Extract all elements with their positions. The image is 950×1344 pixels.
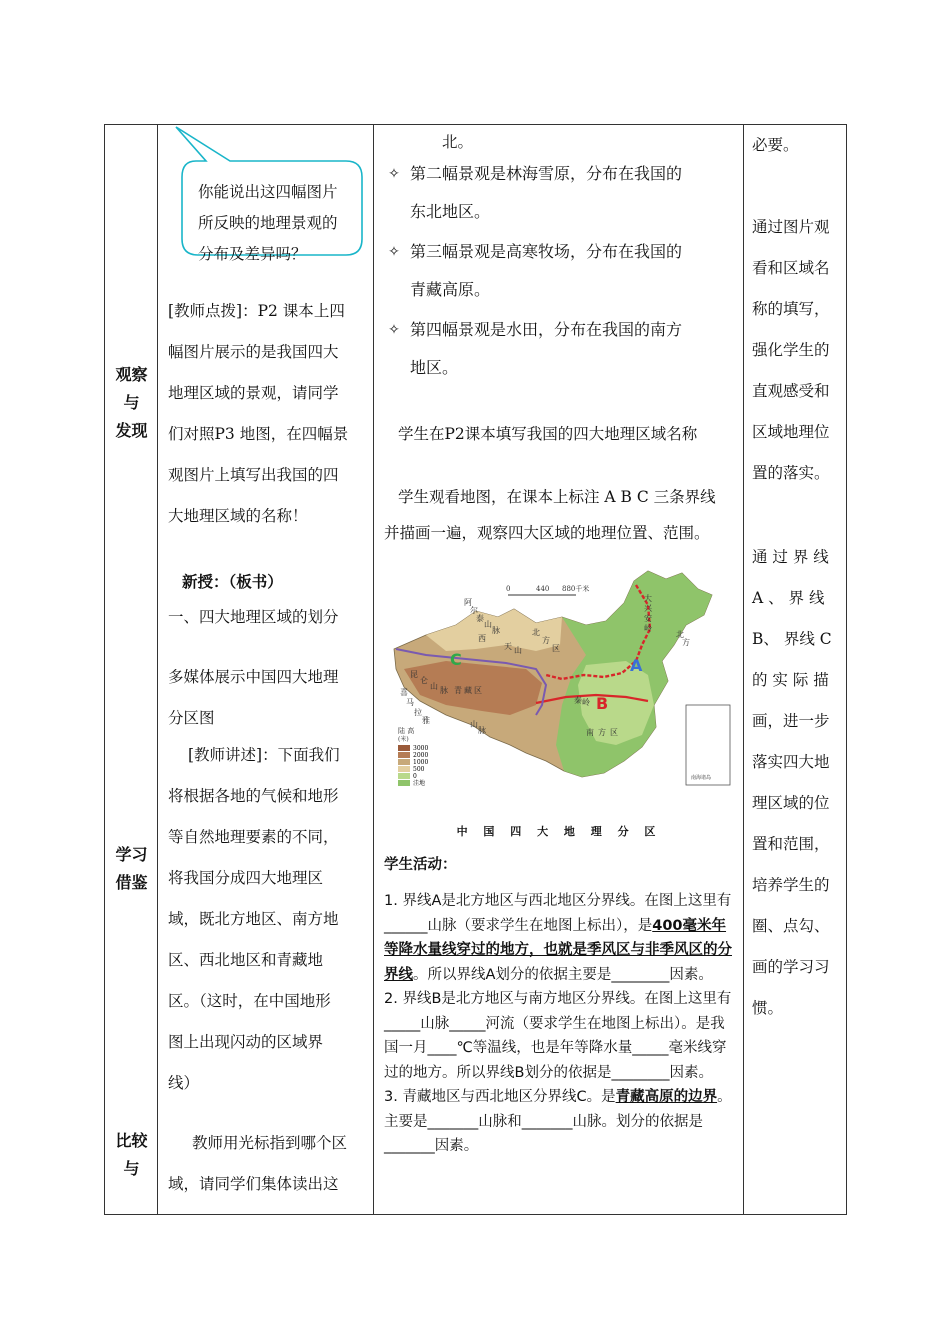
- speech-bubble: [168, 125, 374, 265]
- svg-text:2000: 2000: [413, 752, 429, 759]
- svg-text:北: 北: [532, 628, 540, 637]
- tibet-plateau: [404, 661, 542, 715]
- observe-map-note: 学生观看地图，在课本上标注 A B C 三条界线 并描画一遍，观察四大区域的地理位置、范围。: [384, 488, 716, 542]
- svg-text:440: 440: [536, 585, 550, 593]
- section-label-observe: 观察 与 发现: [115, 365, 148, 440]
- svg-text:3000: 3000: [413, 745, 429, 752]
- svg-text:秦: 秦: [574, 696, 582, 705]
- line-label-b: B: [596, 694, 609, 713]
- svg-text:兴: 兴: [644, 604, 652, 613]
- svg-text:南海诸岛: 南海诸岛: [691, 775, 712, 781]
- svg-text:880千米: 880千米: [562, 585, 590, 593]
- svg-text:仑: 仑: [420, 676, 428, 685]
- svg-text:(米): (米): [398, 736, 409, 743]
- svg-text:脉: 脉: [440, 686, 448, 695]
- pointer-instruction: 教师用光标指到哪个区 域，请同学们集体读出这: [168, 1134, 348, 1193]
- diamond-bullet-icon: ✧: [388, 244, 400, 260]
- activity-item-3: 3. 青藏地区与西北地区分界线C。是青藏高原的边界。主要是_______山脉和_______山脉。划分的依据是_______因素。: [384, 1089, 732, 1154]
- bullet-item: ✧ 第二幅景观是林海雪原，分布在我国的 东北地区。: [410, 155, 746, 231]
- svg-text:区: 区: [474, 686, 482, 695]
- intent-column: [744, 125, 847, 1215]
- svg-text:山: 山: [514, 646, 522, 655]
- svg-text:岭: 岭: [644, 624, 652, 633]
- bullet-item: ✧ 第四幅景观是水田，分布在我国的南方 地区。: [410, 311, 746, 387]
- svg-text:方: 方: [682, 638, 690, 647]
- teacher-column: [158, 125, 374, 1215]
- svg-text:西: 西: [478, 634, 486, 643]
- svg-text:陆 高: 陆 高: [398, 727, 415, 735]
- activity-body: [384, 889, 736, 1159]
- top-fragment: 北。: [442, 133, 474, 151]
- lesson-table: [104, 124, 847, 1215]
- svg-text:山: 山: [430, 682, 438, 691]
- svg-text:区: 区: [610, 728, 618, 737]
- svg-text:0: 0: [506, 585, 511, 593]
- south-sea-inset: [686, 705, 730, 785]
- svg-text:脉: 脉: [492, 626, 500, 635]
- svg-text:北: 北: [676, 630, 684, 639]
- svg-text:山: 山: [484, 620, 492, 629]
- diamond-bullet-icon: ✧: [388, 322, 400, 338]
- student-column: [374, 125, 744, 1215]
- map-scale: [506, 584, 589, 595]
- fill-names-note: 学生在P2课本填写我国的四大地理区域名称: [398, 425, 698, 443]
- bullet-item: ✧ 第三幅景观是高寒牧场，分布在我国的 青藏高原。: [410, 233, 746, 309]
- svg-text:南: 南: [586, 728, 594, 737]
- line-label-c: C: [450, 650, 462, 669]
- svg-text:雅: 雅: [422, 716, 430, 725]
- svg-text:泰: 泰: [476, 614, 484, 623]
- svg-text:拉: 拉: [414, 708, 422, 717]
- line-label-a: A: [630, 656, 643, 675]
- new-lesson-heading: 新授：（板书）: [182, 572, 283, 591]
- section-column: [105, 125, 158, 1215]
- activity-title: 学生活动：: [384, 857, 457, 873]
- svg-text:岭: 岭: [582, 698, 590, 707]
- svg-text:脉: 脉: [478, 726, 486, 735]
- section-label-compare: 比较 与: [115, 1131, 148, 1178]
- svg-text:阿: 阿: [464, 598, 472, 607]
- svg-text:喜: 喜: [400, 688, 408, 697]
- svg-text:天: 天: [504, 642, 512, 651]
- svg-text:区: 区: [552, 644, 560, 653]
- section-heading: 一、四大地理区域的划分: [168, 608, 339, 626]
- section-label-learn: 学习 借鉴: [115, 845, 148, 892]
- activity-item-1: 1. 界线A是北方地区与西北地区分界线。在图上这里有______山脉（要求学生在地图上标出），是400毫米年等降水量线穿过的地方，也就是季风区与非季风区的分界线。所以界线A划分的依据主要是________因素。: [384, 893, 732, 983]
- svg-text:藏: 藏: [464, 686, 472, 695]
- svg-text:马: 马: [406, 698, 414, 707]
- intent-top: 必要。: [752, 136, 799, 154]
- svg-text:昆: 昆: [410, 670, 418, 679]
- svg-text:青: 青: [454, 686, 462, 695]
- svg-text:大: 大: [644, 594, 652, 603]
- map-caption: 中 国 四 大 地 理 分 区: [456, 825, 662, 838]
- teacher-hint: [教师点拨]：P2 课本上四 幅图片展示的是我国四大 地理区域的景观，请同学 们对照P3 地图，在四幅景 观图片上填写出我国的四 大地理区域的名称！: [168, 302, 349, 525]
- svg-text:500: 500: [413, 766, 425, 773]
- activity-item-2: 2. 界线B是北方地区与南方地区分界线。在图上这里有_____山脉_____河流（要求学生在地图上标出）。是我国一月____℃等温线，也是年等降水量_____毫米线穿过的地方。所以界线B划分的依据是________因素。: [384, 991, 732, 1081]
- svg-text:方: 方: [598, 728, 606, 737]
- svg-text:尔: 尔: [470, 606, 478, 615]
- svg-text:1000: 1000: [413, 759, 429, 766]
- diamond-bullet-icon: ✧: [388, 166, 400, 182]
- svg-text:安: 安: [644, 614, 652, 623]
- svg-text:0: 0: [413, 773, 417, 780]
- intent-bottom: 通 过 界 线 A 、 界 线 B、 界线 C 的 实 际 描 画，进一步 落实四大地 理区域的位 置和范围， 培养学生的 圈、点勾、 画的学习习 惯。: [752, 548, 832, 1017]
- svg-text:洼地: 洼地: [413, 780, 426, 787]
- teacher-talk: [教师讲述]：下面我们 将根据各地的气候和地形 等自然地理要素的不同， 将我国分成四大地理区 域，既北方地区、南方地 区、西北地区和青藏地 区。（这时，在中国地形 图上出现闪动的区域界 线）: [168, 746, 340, 1092]
- china-regions-map: [386, 565, 732, 819]
- svg-text:山: 山: [470, 720, 478, 729]
- intent-mid: 通过图片观 看和区域名 称的填写， 强化学生的 直观感受和 区域地理位 置的落实。: [752, 218, 830, 482]
- svg-text:方: 方: [542, 636, 550, 645]
- media-note: 多媒体展示中国四大地理 分区图: [168, 668, 339, 727]
- map-legend: [398, 726, 428, 787]
- bubble-question: 你能说出这四幅图片 所反映的地理景观的 分布及差异吗？: [198, 183, 338, 263]
